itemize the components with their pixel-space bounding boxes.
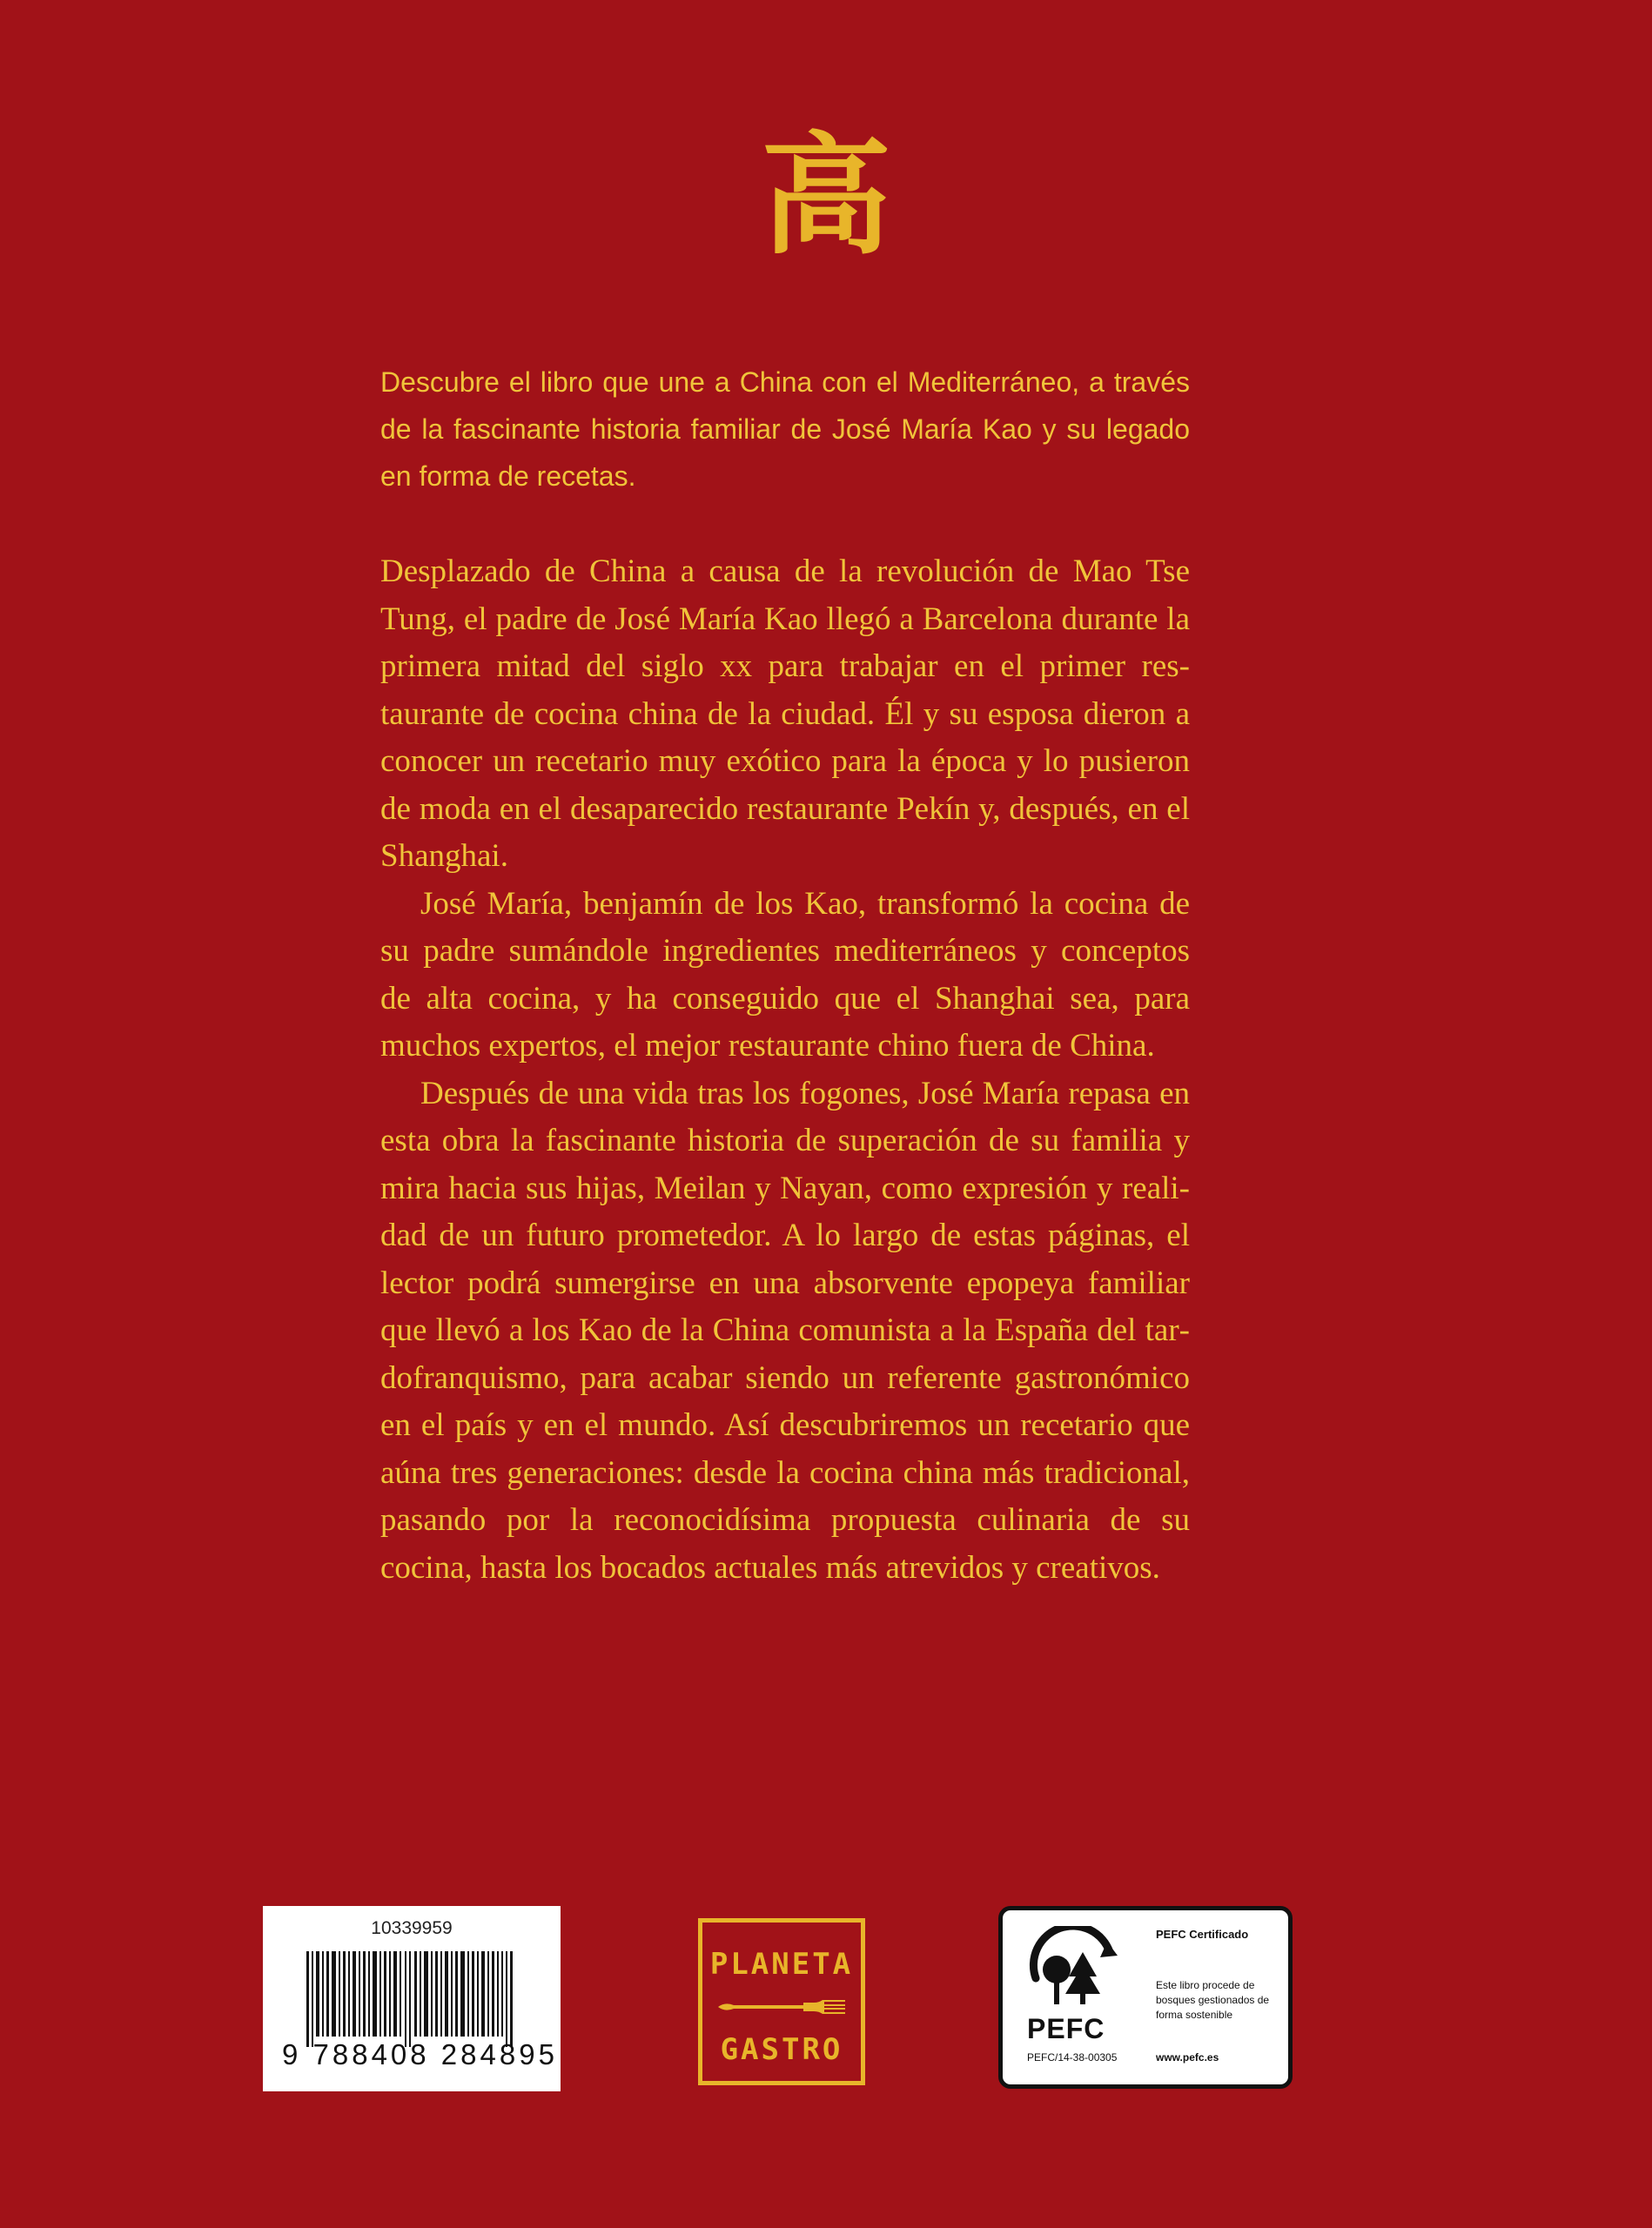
tree-icon bbox=[1027, 1926, 1123, 2010]
publisher-name-line2: GASTRO bbox=[720, 2032, 843, 2067]
synopsis bbox=[380, 548, 1190, 1592]
synopsis-paragraph-3: Después de una vida tras los fogones, José María repasa en esta obra la fascinante historia de superación de su familia y mira hacia sus hijas, Meilan y Nayan, como expresión y realidad de un futuro prometedor. A lo largo de estas páginas, el lector podrá sumergirse en una absorvente epopeya familiar que llevó a los Kao de la China comunista a la España del tardofranquismo, para acabar siendo un referente gastronómico en el país y en el mundo. Así descubriremos un recetario que aúna tres generaciones: desde la cocina china más tradicional, pasando por la reconocidísima propuesta culinaria de su cocina, hasta los bocados actuales más atrevidos y creativos. bbox=[380, 1075, 1190, 1586]
publisher-name-line1: PLANETA bbox=[709, 1947, 854, 1982]
pefc-license-code: PEFC/14-38-00305 bbox=[1027, 2051, 1118, 2064]
isbn-number: 9 788408 284895 bbox=[282, 2038, 558, 2070]
publisher-logo bbox=[698, 1918, 865, 2085]
intro-paragraph: Descubre el libro que une a China con el Mediterráneo, a través de la fascinante historia familiar de José María Kao y su legado en forma de recetas. bbox=[380, 366, 1190, 492]
pefc-title: PEFC Certificado bbox=[1156, 1928, 1249, 1941]
pefc-logo-text: PEFC bbox=[1027, 2013, 1105, 2044]
pefc-url: www.pefc.es bbox=[1156, 2051, 1219, 2064]
pefc-description: Este libro procede de bosques gestionados de forma sostenible bbox=[1156, 1979, 1270, 2021]
chinese-character-kao: 高 bbox=[760, 119, 891, 272]
barcode-code: 10339959 bbox=[371, 1918, 453, 1938]
isbn-barcode bbox=[263, 1906, 561, 2091]
pefc-certification-badge bbox=[998, 1906, 1293, 2089]
fork-icon bbox=[716, 1994, 847, 2020]
barcode-bars bbox=[306, 1951, 524, 2047]
synopsis-paragraph-1: Desplazado de China a causa de la revolución de Mao Tse Tung, el padre de José María Kao llegó a Barcelona durante la primera mitad del siglo xx para trabajar en el primer restaurante de cocina china de la ciudad. Él y su esposa dieron a conocer un recetario muy exótico para la época y lo pusieron de moda en el desaparecido restaurante Pekín y, después, en el Shanghai. bbox=[380, 554, 1190, 874]
synopsis-paragraph-2: José María, benjamín de los Kao, transformó la cocina de su padre sumándole ingredientes mediterráneos y conceptos de alta cocina, y ha conseguido que el Shanghai sea, para muchos expertos, el mejor restaurante chino fuera de China. bbox=[380, 885, 1190, 1064]
